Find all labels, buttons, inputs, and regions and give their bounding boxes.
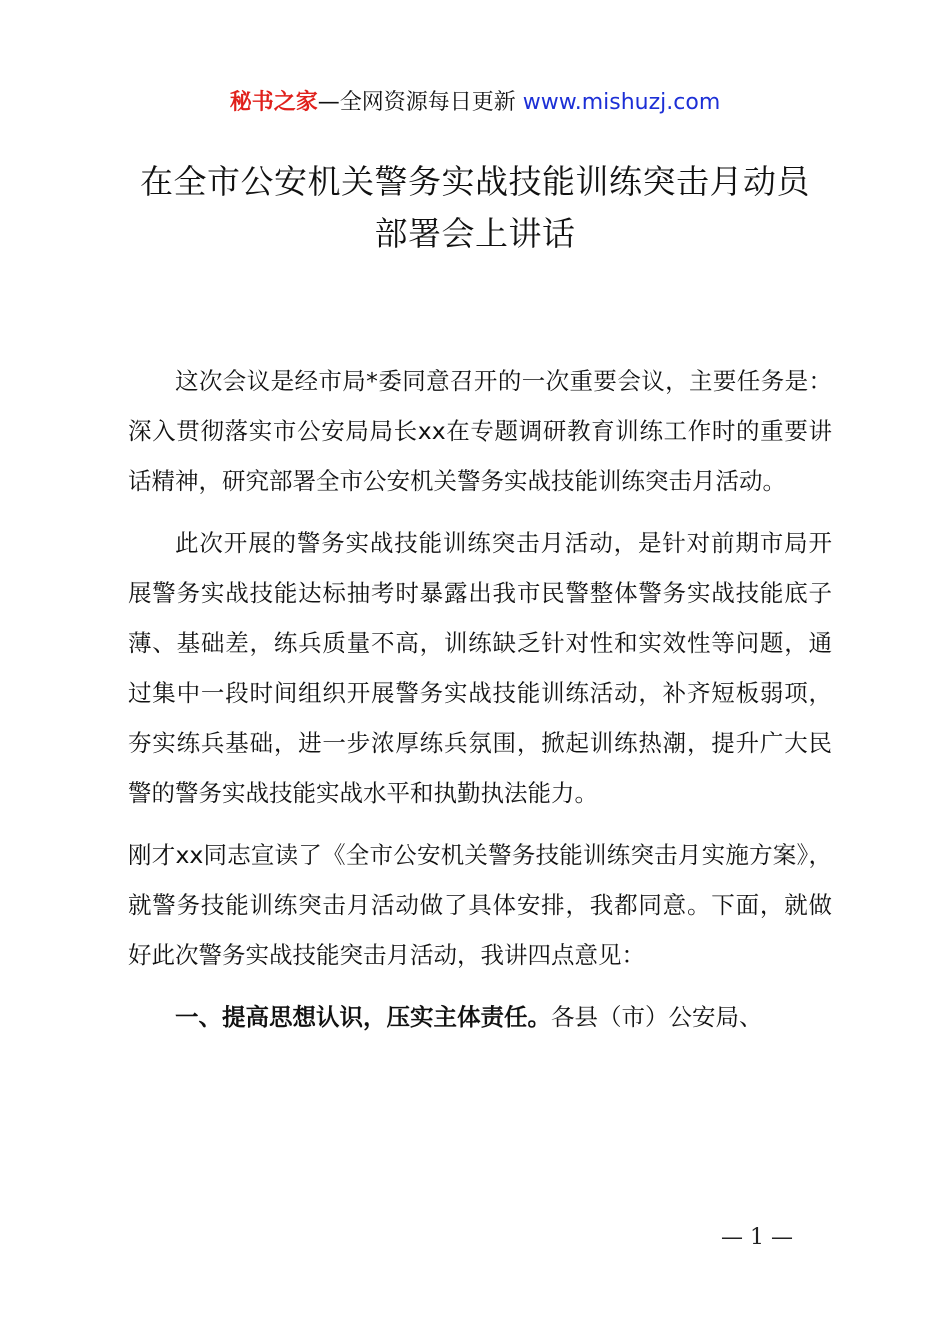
header-tagline: —全网资源每日更新 (317, 90, 523, 115)
page-number: — 1 — (721, 1225, 793, 1250)
site-header (0, 86, 950, 120)
section-1-paragraph (128, 992, 832, 1042)
document-body (128, 356, 832, 1054)
site-url-link[interactable]: www.mishuzj.com (522, 90, 721, 115)
section-1-text: 各县（市）公安局、 (551, 1003, 763, 1031)
brand-name: 秘书之家 (229, 90, 318, 115)
section-1-heading: 一、提高思想认识，压实主体责任。 (175, 1003, 551, 1031)
body-paragraph-1: 这次会议是经市局*委同意召开的一次重要会议，主要任务是：深入贯彻落实市公安局局长xx在专题调研教育训练工作时的重要讲话精神，研究部署全市公安机关警务实战技能训练突击月活动。 (128, 367, 832, 495)
title-line-1: 在全市公安机关警务实战技能训练突击月动员 (140, 162, 810, 201)
title-line-2: 部署会上讲话 (374, 214, 576, 253)
body-paragraph-3: 刚才xx同志宣读了《全市公安机关警务技能训练突击月实施方案》，就警务技能训练突击月活动做了具体安排，我都同意。下面，就做好此次警务实战技能突击月活动，我讲四点意见： (128, 841, 832, 969)
body-paragraph-2: 此次开展的警务实战技能训练突击月活动，是针对前期市局开展警务实战技能达标抽考时暴露出我市民警整体警务实战技能底子薄、基础差，练兵质量不高，训练缺乏针对性和实效性等问题，通过集中一段时间组织开展警务实战技能训练活动，补齐短板弱项，夯实练兵基础，进一步浓厚练兵氛围，掀起训练热潮，提升广大民警的警务实战技能实战水平和执勤执法能力。 (128, 529, 832, 807)
document-title (100, 156, 850, 260)
